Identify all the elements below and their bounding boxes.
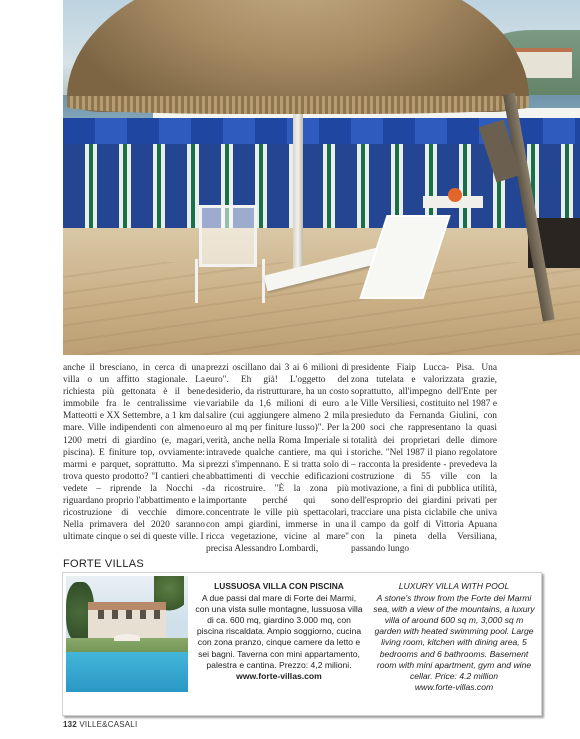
box-section-label: FORTE VILLAS: [63, 558, 145, 570]
villa-photo-pool: [66, 652, 188, 692]
villa-photo-window: [126, 610, 132, 619]
sun-lounger: [263, 215, 443, 310]
listing-english-body: A stone's throw from the Forte dei Marmi sea, with a view of the mountains, a luxury villa of around 600 sq m, 3,000 sq m garden with heated swimming pool. Large living room, kitchen with dining area, 5 bedrooms and 6 bathrooms. Basement room with mini apartment, gym and wine cellar. Price: 4.2 million: [373, 593, 535, 681]
flower-vase: [448, 188, 462, 202]
listing-italian-url[interactable]: www.forte-villas.com: [236, 670, 322, 681]
listing-italian: [195, 581, 363, 682]
villa-photo-window: [98, 610, 104, 619]
villa-photo: [66, 576, 188, 692]
listing-italian-title: LUSSUOSA VILLA CON PISCINA: [214, 581, 344, 591]
listing-english-url[interactable]: www.forte-villas.com: [414, 681, 494, 692]
beach-chair: [191, 205, 261, 305]
villa-photo-window: [154, 610, 160, 619]
article-column-1: anche il bresciano, in cerca di una villa o un affitto stagionale. La richiesta più gettonata è il bene immobile fra le centralissime vie Matteotti e XX Settembre, a 1 km dal mare. Ville indipendenti con almeno 1200 metri di giardino (e, magari, piscina). E finiture top, ovviamente: marmi e parquet, soprattutto. Ma si trova questo prodotto? "I cantieri che vedete – riprende la Nocchi - riguardano proprio l'abbattimento e la ricostruzione di vecchie dimore. Nella primavera del 2020 saranno ultimate cinque o sei di queste ville. I: [63, 363, 205, 543]
listing-italian-body: A due passi dal mare di Forte dei Marmi, con una vista sulle montagne, lussuosa villa di ca. 600 mq, giardino 3.000 mq, con piscina riscaldata. Ampio soggiorno, cucina con zona pranzo, cinque camere da letto e sei bagni. Taverna con mini appartamento, palestra e cantina. Prezzo: 4,2 milioni.: [195, 593, 363, 670]
umbrella-fringe: [67, 96, 529, 114]
villa-photo-umbrella: [114, 634, 140, 641]
article-column-3: presidente Fiaip Lucca- Pisa. Una zona tutelata e valorizzata grazie, soprattutto, all'impegno dell'Ente per le Ville Versiliesi, costituito nel 1987 e presieduto da Fernanda Giulini, con 200 soci che rappresentano la quasi totalità dei proprietari delle dimore storiche. "Nel 1987 il piano regolatore – racconta la presidente - prevedeva la costruzione di 55 ville con la motivazione, a fini di pubblica utilità, dell'esproprio dei giardini privati per tracciare una pista ciclabile che univa il campo da golf di Vittoria Apuana con la pineta della Versiliana, passando lungo: [351, 363, 497, 555]
listing-english: [371, 581, 537, 693]
listing-box: [62, 572, 542, 716]
villa-photo-window: [112, 610, 118, 619]
villa-photo-window: [140, 610, 146, 619]
article-column-2: prezzi oscillano dai 3 ai 6 milioni di euro". Eh già! L'oggetto del desiderio, da ristrutturare, ha un costo variabile da 1,6 milioni di euro a salire (cui aggiungere almeno 2 mila euro al mq per finiture lusso)". Per la verità, anche nella Roma Imperiale si intravede qualche cantiere, ma qui i prezzi s'impennano. E si tratta solo di abbattimenti di vecchie edificazioni da ricostruire. "È la zona più importante perché qui sono concentrate le ville più spettacolari, con ampi giardini, immerse in una ricca vegetazione, vicine al mare" precisa Alessandro Lombardi,: [206, 363, 349, 555]
page-number: 132: [63, 720, 77, 729]
magazine-name: VILLE&CASALI: [79, 720, 138, 729]
page-footer: [63, 720, 137, 729]
listing-english-title: LUXURY VILLA WITH POOL: [398, 581, 510, 591]
beach-photo: [63, 0, 580, 355]
